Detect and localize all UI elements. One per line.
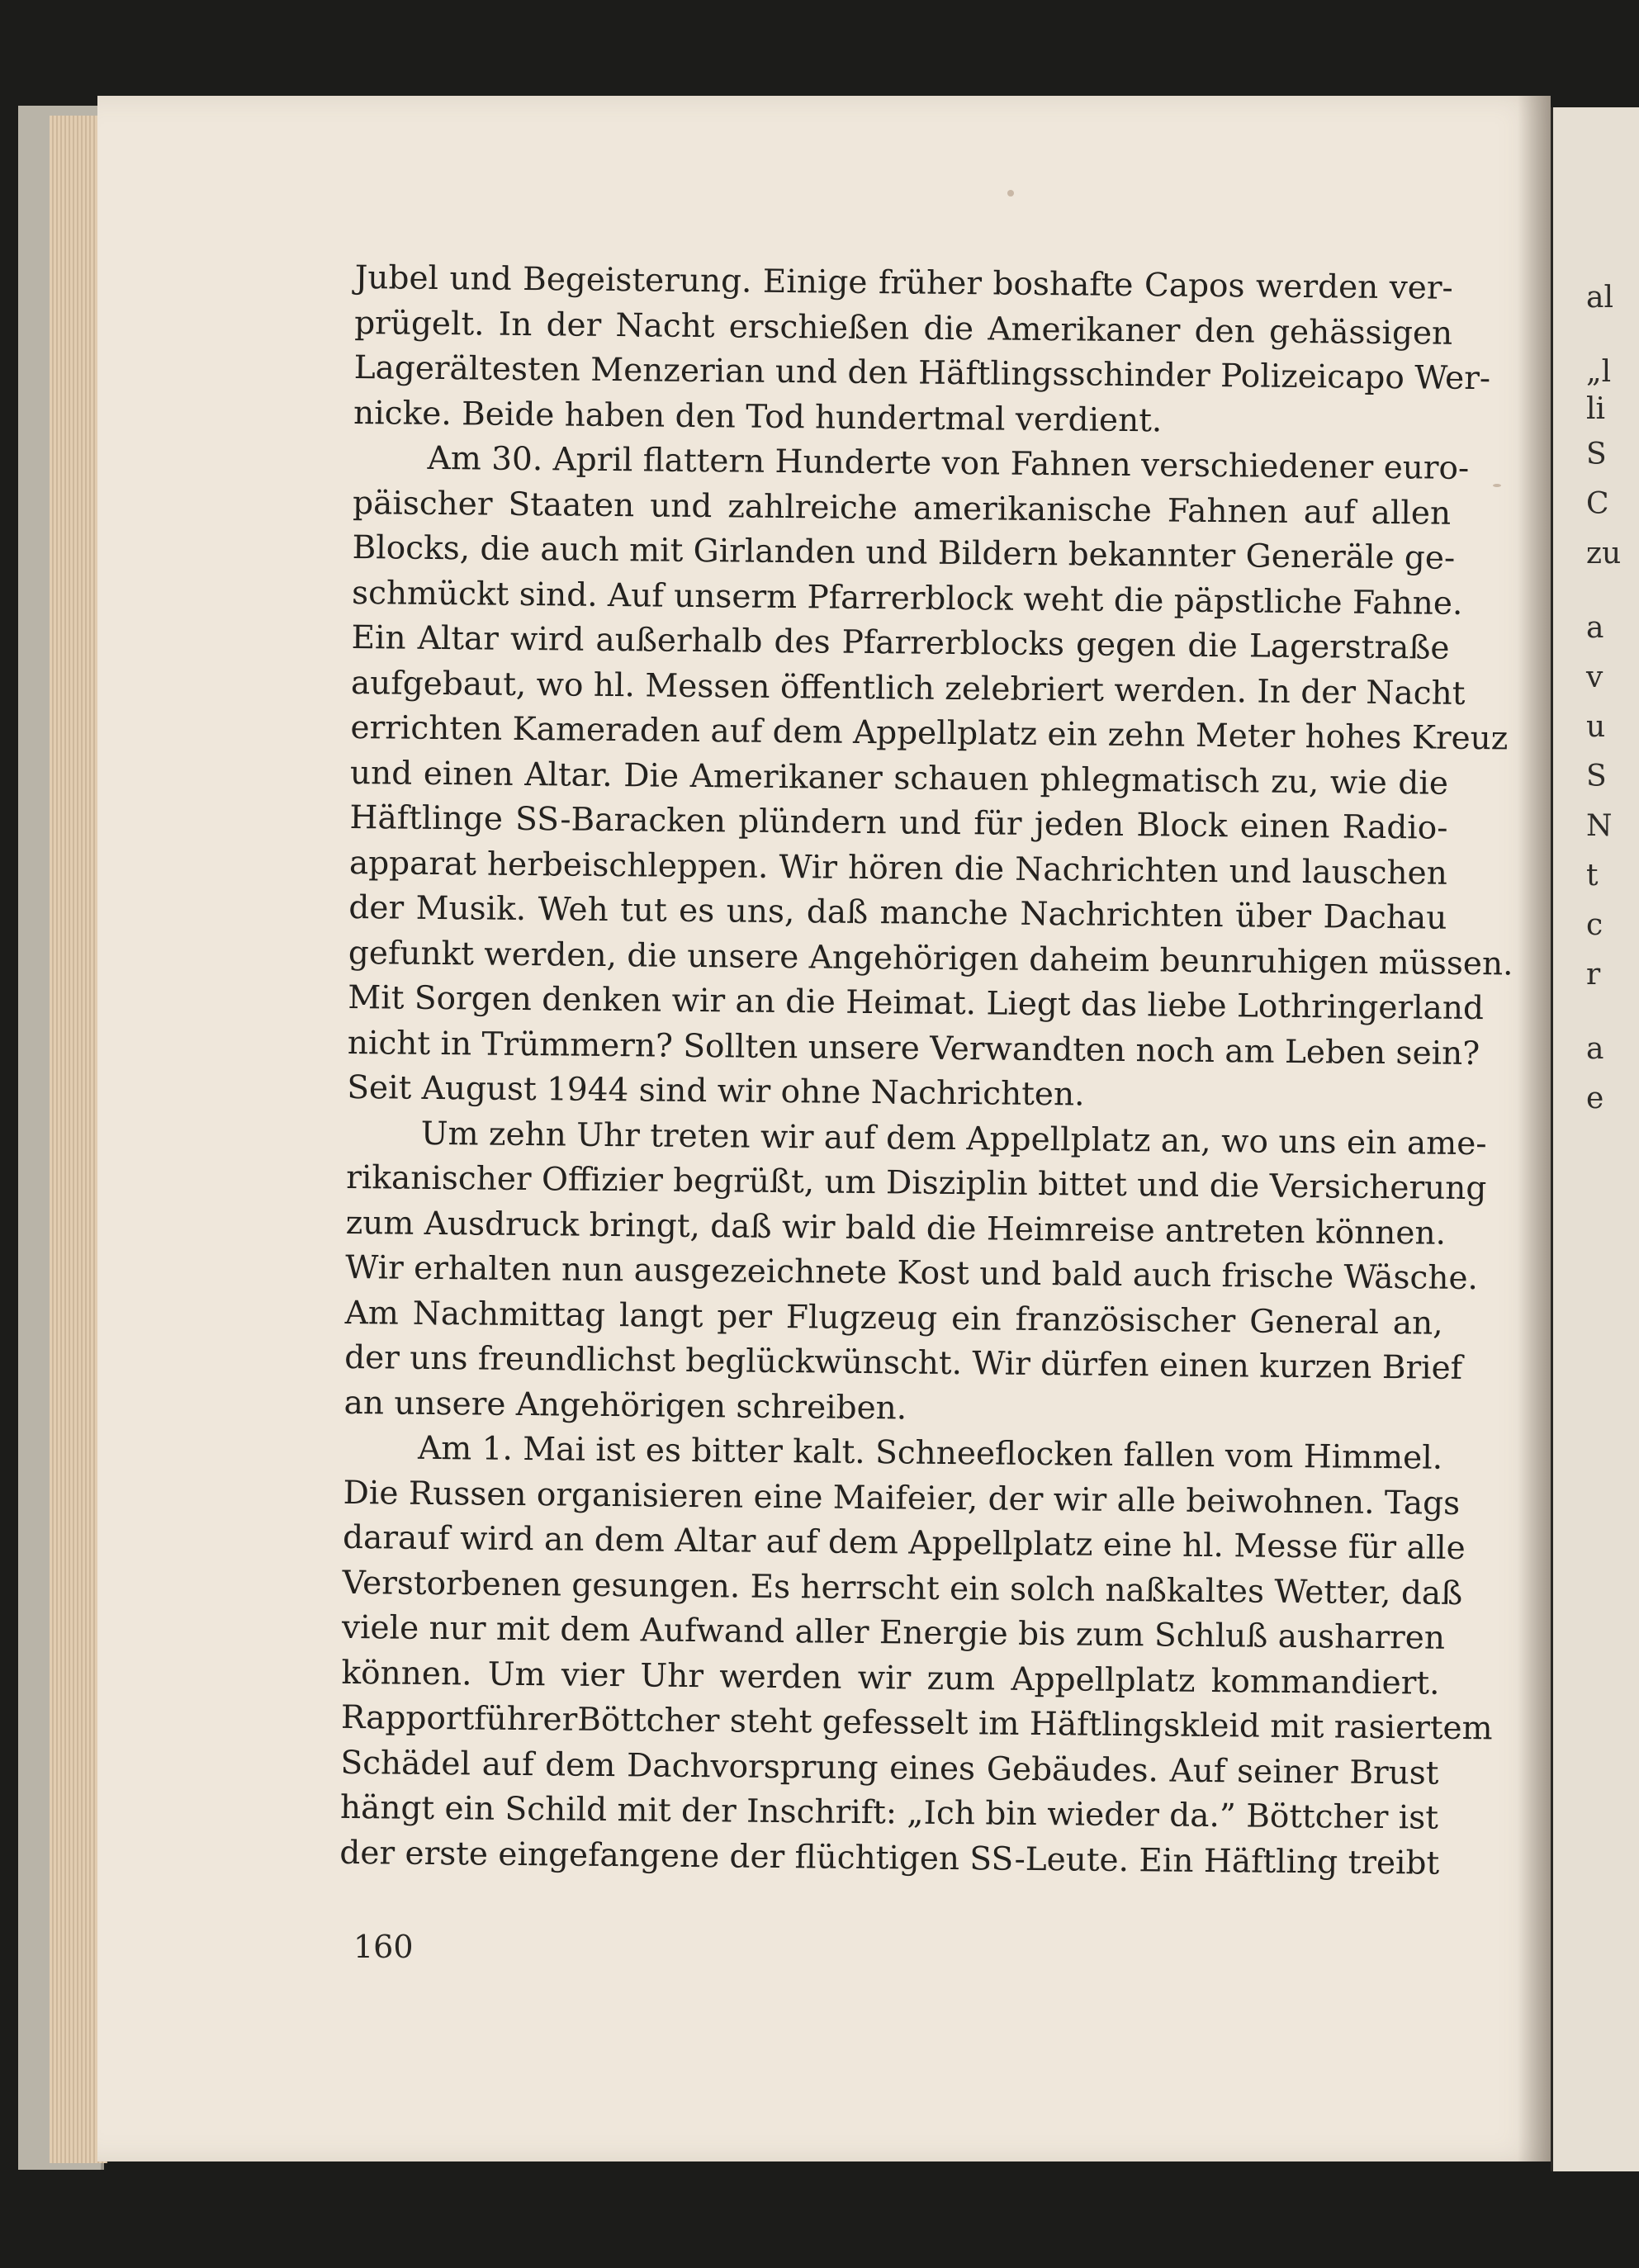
text-line: Seit August 1944 sind wir ohne Nachrichten. bbox=[347, 1068, 1085, 1114]
text-line: können. Um vier Uhr werden wir zum Appellplatz kommandiert. bbox=[341, 1654, 1440, 1702]
facing-page-fragment: a bbox=[1586, 1032, 1604, 1066]
text-line: apparat herbeischleppen. Wir hören die Nachrichten und lauschen bbox=[348, 844, 1448, 893]
text-line: hängt ein Schild mit der Inschrift: „Ich bin wieder da.” Böttcher ist bbox=[339, 1788, 1439, 1837]
text-line: rikanischer Offizier begrüßt, um Disziplin bittet und die Versicherung bbox=[346, 1158, 1487, 1208]
facing-page-fragment: al bbox=[1586, 281, 1613, 315]
text-line: Die Russen organisieren eine Maifeier, der wir alle beiwohnen. Tags bbox=[343, 1474, 1461, 1522]
facing-page-fragment: a bbox=[1586, 611, 1604, 645]
text-line: Wir erhalten nun ausgezeichnete Kost und bald auch frische Wäsche. bbox=[345, 1248, 1479, 1298]
facing-page-fragment: li bbox=[1586, 392, 1606, 426]
paragraph bbox=[339, 1426, 1493, 1887]
text-line: Häftlinge SS-Baracken plündern und für jeden Block einen Radio- bbox=[349, 798, 1448, 847]
text-line: Jubel und Begeisterung. Einige früher boshafte Capos werden ver- bbox=[354, 258, 1453, 307]
text-line: darauf wird an dem Altar auf dem Appellplatz eine hl. Messe für alle bbox=[342, 1518, 1466, 1567]
text-line: errichten Kameraden auf dem Appellplatz ein zehn Meter hohes Kreuz bbox=[350, 708, 1509, 758]
text-line: nicht in Trümmern? Sollten unsere Verwandten noch am Leben sein? bbox=[347, 1024, 1480, 1072]
facing-page-fragment: t bbox=[1586, 859, 1599, 893]
text-line: und einen Altar. Die Amerikaner schauen phlegmatisch zu, wie die bbox=[349, 754, 1449, 803]
text-line: Am 1. Mai ist es bitter kalt. Schneeflocken fallen vom Himmel. bbox=[417, 1429, 1443, 1477]
text-line: Ein Altar wird außerhalb des Pfarrerblocks gegen die Lagerstraße bbox=[351, 618, 1450, 667]
text-line: Schädel auf dem Dachvorsprung eines Gebäudes. Auf seiner Brust bbox=[340, 1744, 1439, 1792]
page-number: 160 bbox=[353, 1929, 414, 1965]
facing-page-edge bbox=[1551, 107, 1639, 2171]
text-line: prügelt. In der Nacht erschießen die Amerikaner den gehässigen bbox=[354, 304, 1453, 353]
facing-page-fragment: u bbox=[1586, 710, 1606, 744]
text-line: Lagerältesten Menzerian und den Häftlingsschinder Polizeicapo Wer- bbox=[353, 348, 1491, 398]
facing-page-fragment: r bbox=[1586, 958, 1601, 992]
text-line: Am Nachmittag langt per Flugzeug ein französischer General an, bbox=[344, 1294, 1443, 1342]
text-line: nicke. Beide haben den Tod hundertmal verdient. bbox=[353, 394, 1163, 439]
facing-page-fragment: S bbox=[1586, 438, 1607, 471]
facing-page-fragment: e bbox=[1586, 1082, 1604, 1115]
page-gutter bbox=[1518, 96, 1551, 2161]
text-line: der uns freundlichst beglückwünscht. Wir dürfen einen kurzen Brief bbox=[343, 1338, 1463, 1387]
text-line: Blocks, die auch mit Girlanden und Bildern bekannter Generäle ge- bbox=[352, 528, 1456, 577]
paragraph bbox=[347, 436, 1513, 1121]
facing-page-fragment: N bbox=[1586, 809, 1613, 843]
text-line: Am 30. April flattern Hunderte von Fahnen verschiedener euro- bbox=[427, 439, 1470, 487]
text-line: zum Ausdruck bringt, daß wir bald die Heimreise antreten können. bbox=[345, 1204, 1447, 1252]
facing-page-fragment: zu bbox=[1586, 537, 1622, 571]
text-line: Um zehn Uhr treten wir auf dem Appellplatz an, wo uns ein ame- bbox=[420, 1115, 1487, 1162]
body-text bbox=[339, 256, 1513, 1887]
text-line: der Musik. Weh tut es uns, daß manche Nachrichten über Dachau bbox=[348, 888, 1447, 937]
facing-page-fragment: v bbox=[1586, 661, 1603, 694]
paragraph bbox=[343, 1110, 1487, 1436]
paragraph bbox=[353, 256, 1491, 447]
text-line: viele nur mit dem Aufwand aller Energie bis zum Schluß ausharren bbox=[341, 1608, 1446, 1657]
paper-speck bbox=[1493, 484, 1501, 487]
text-line: schmückt sind. Auf unserm Pfarrerblock weht die päpstliche Fahne. bbox=[351, 574, 1463, 623]
text-line: aufgebaut, wo hl. Messen öffentlich zelebriert werden. In der Nacht bbox=[350, 664, 1466, 713]
text-line: RapportführerBöttcher steht gefesselt im Häftlingskleid mit rasiertem bbox=[340, 1698, 1493, 1748]
text-line: päischer Staaten und zahlreiche amerikanische Fahnen auf allen bbox=[352, 484, 1452, 533]
facing-page-fragment: „l bbox=[1586, 355, 1612, 389]
facing-page-fragment: c bbox=[1586, 908, 1603, 942]
text-line: Mit Sorgen denken wir an die Heimat. Liegt das liebe Lothringerland bbox=[348, 978, 1485, 1028]
facing-page-fragment: S bbox=[1586, 760, 1607, 793]
text-line: gefunkt werden, die unsere Angehörigen daheim beunruhigen müssen. bbox=[348, 934, 1513, 983]
text-line: an unsere Angehörigen schreiben. bbox=[343, 1384, 907, 1427]
text-line: Verstorbenen gesungen. Es herrscht ein solch naßkaltes Wetter, daß bbox=[342, 1564, 1463, 1612]
paper-speck bbox=[1007, 190, 1014, 196]
text-line: der erste eingefangene der flüchtigen SS-Leute. Ein Häftling treibt bbox=[339, 1834, 1440, 1882]
facing-page-fragment: C bbox=[1586, 487, 1609, 521]
